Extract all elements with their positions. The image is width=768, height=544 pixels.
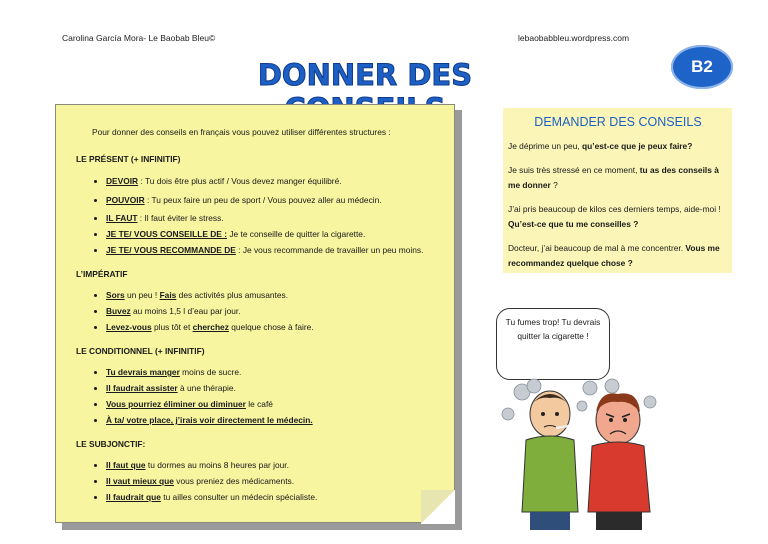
header-website: lebaobabbleu.wordpress.com [518, 33, 630, 43]
list-item [106, 459, 438, 471]
example-text: quelque chose à faire. [228, 322, 314, 332]
ask-title: DEMANDER DES CONSEILS [534, 115, 702, 129]
example-text: vous preniez des médicaments. [173, 476, 295, 486]
list-item [106, 398, 438, 410]
example-text: Je te conseille de quitter la cigarette. [227, 229, 366, 239]
structure-keyword: IL FAUT [106, 213, 138, 223]
list-item [106, 491, 438, 503]
section-heading: L’IMPÉRATIF [76, 269, 128, 279]
section-heading: LE SUBJONCTIF: [76, 439, 146, 449]
ask-example: Docteur, j’ai beaucoup de mal à me concentrer. Vous me recommandez quelque chose ? [508, 243, 720, 268]
list-item [106, 212, 438, 224]
note-intro: Pour donner des conseils en français vous pouvez utiliser différentes structures : [92, 127, 391, 137]
example-text: tu dormes au moins 8 heures par jour. [145, 460, 289, 470]
example-text: : Tu peux faire un peu de sport / Vous pouvez aller au médecin. [144, 195, 382, 205]
advice-phrase: Il faudrait assister [106, 383, 178, 393]
section-list [76, 174, 438, 256]
ask-question: Qu’est-ce que tu me conseilles ? [508, 219, 639, 229]
advice-phrase: Vous pourriez éliminer ou diminuer [106, 399, 246, 409]
structure-keyword: DEVOIR [106, 176, 139, 186]
ask-example: J’ai pris beaucoup de kilos ces derniers temps, aide-moi ! Qu’est-ce que tu me conseilles ? [508, 204, 721, 229]
note-sections [76, 154, 438, 503]
list-item [106, 382, 438, 394]
example-text: tu ailles consulter un médecin spécialiste. [160, 492, 318, 502]
section-list [76, 366, 438, 426]
list-item [106, 366, 438, 378]
example-text: moins de sucre. [179, 367, 242, 377]
example-text: : Je vous recommande de travailler un peu moins. [235, 245, 424, 255]
section-heading: LE CONDITIONNEL (+ INFINITIF) [76, 346, 205, 356]
page-fold-corner [421, 490, 455, 524]
list-item [106, 475, 438, 487]
example-text: un peu ! [124, 290, 160, 300]
list-item [106, 289, 438, 301]
example-text: à une thérapie. [177, 383, 236, 393]
example-text: plus tôt et [151, 322, 193, 332]
header-author: Carolina García Mora- Le Baobab Bleu© [62, 33, 216, 43]
list-item [106, 174, 438, 189]
example-text: au moins 1,5 l d’eau par jour. [130, 306, 241, 316]
advice-phrase: Fais [159, 290, 177, 300]
ask-example: Je suis très stressé en ce moment, tu as des conseils à me donner ? [508, 165, 719, 190]
structure-keyword: POUVOIR [106, 195, 145, 205]
list-item [106, 321, 438, 333]
ask-question: qu’est-ce que je peux faire? [582, 141, 693, 151]
ask-example: Je déprime un peu, qu’est-ce que je peux faire? [508, 141, 693, 151]
example-text: des activités plus amusantes. [176, 290, 289, 300]
structure-keyword: JE TE/ VOUS CONSEILLE DE : [106, 229, 227, 239]
advice-phrase: À ta/ votre place, j’irais voir directement le médecin. [106, 415, 313, 425]
section-heading: LE PRÉSENT (+ INFINITIF) [76, 154, 181, 164]
level-badge: B2 [671, 45, 733, 89]
list-item [106, 414, 438, 426]
advice-phrase: Levez-vous [106, 322, 152, 332]
example-text: : Tu dois être plus actif / Vous devez manger équilibré. [138, 176, 342, 186]
ask-lines [508, 139, 728, 271]
list-item [106, 305, 438, 317]
advice-phrase: cherchez [192, 322, 229, 332]
section-list [76, 289, 438, 333]
advice-phrase: Il faut que [106, 460, 146, 470]
speech-bubble: Tu fumes trop! Tu devrais quitter la cigarette ! [496, 308, 610, 380]
list-item [106, 228, 438, 240]
smoking-men-illustration [500, 372, 670, 532]
list-item [106, 193, 438, 208]
section-list [76, 459, 438, 503]
angry-man-icon [588, 393, 650, 530]
list-item [106, 244, 438, 256]
advice-note [55, 104, 455, 523]
advice-phrase: Tu devrais manger [106, 367, 180, 377]
ask-advice-box [503, 108, 732, 273]
page-title: DONNER DES [257, 58, 473, 92]
structure-keyword: JE TE/ VOUS RECOMMANDE DE [106, 245, 236, 255]
smoker-man-icon [522, 391, 578, 530]
example-text: : Il faut éviter le stress. [137, 213, 224, 223]
advice-phrase: Buvez [106, 306, 131, 316]
ask-question: tu as des conseils à me donner [508, 165, 719, 190]
advice-phrase: Sors [106, 290, 125, 300]
example-text: le café [245, 399, 273, 409]
advice-phrase: Il faudrait que [106, 492, 161, 502]
advice-phrase: Il vaut mieux que [106, 476, 174, 486]
ask-question: Vous me recommandez quelque chose ? [508, 243, 720, 268]
